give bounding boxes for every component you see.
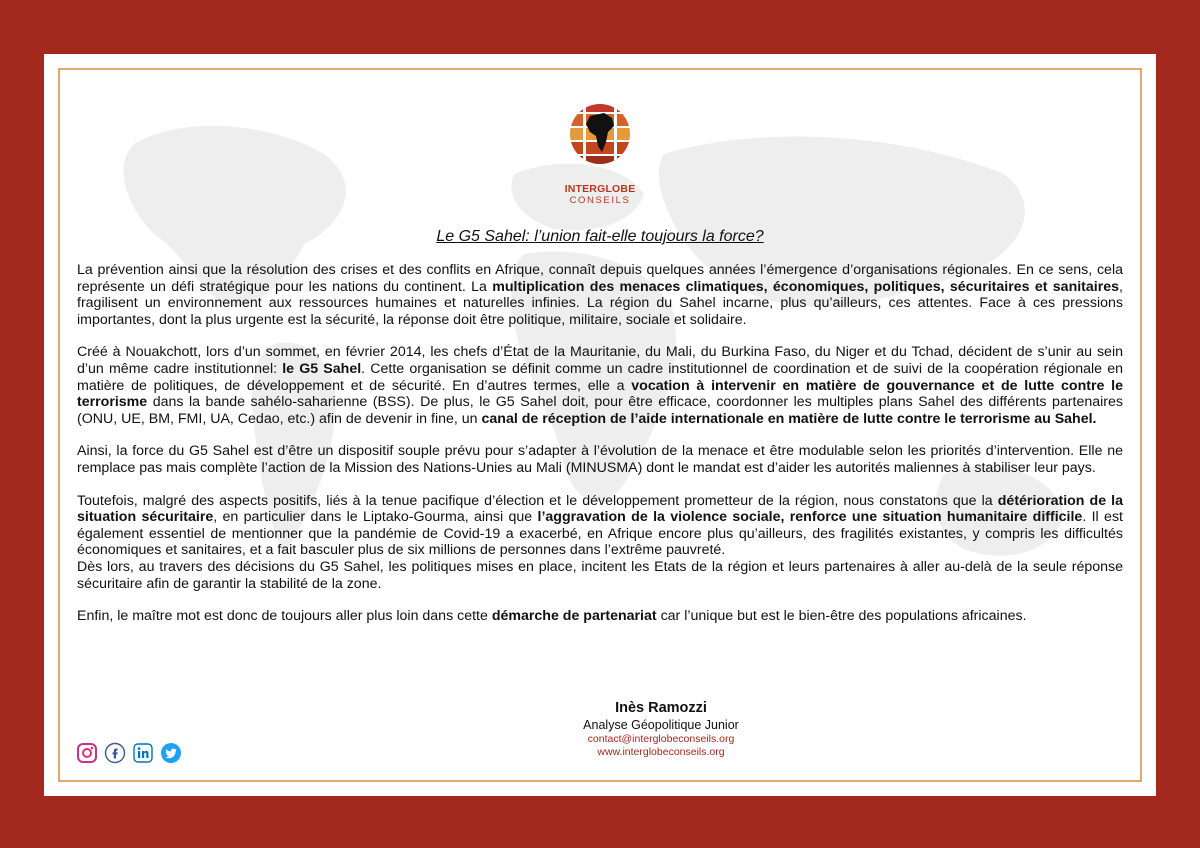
document-sheet bbox=[44, 54, 1156, 796]
facebook-icon[interactable] bbox=[104, 742, 126, 764]
twitter-icon[interactable] bbox=[160, 742, 182, 764]
logo-subtitle: CONSEILS bbox=[569, 195, 631, 206]
paragraph-5: Dès lors, au travers des décisions du G5 Sahel, les politiques mises en place, incitent les Etats de la région et leurs partenaires à aller au-delà de la seule réponse sécuritaire afin de garantir la stabilité de la zone. bbox=[77, 558, 1123, 592]
author-name: Inès Ramozzi bbox=[615, 700, 707, 716]
social-icons bbox=[76, 742, 182, 764]
signature-block bbox=[516, 699, 806, 759]
article-body bbox=[77, 262, 1123, 641]
author-role: Analyse Géopolitique Junior bbox=[583, 718, 739, 732]
globe-africa-icon bbox=[568, 94, 632, 176]
website-link[interactable]: www.interglobeconseils.org bbox=[597, 746, 725, 758]
paragraph-3: Ainsi, la force du G5 Sahel est d’être un dispositif souple prévu pour s’adapter à l’évolution de la menace et être modulable selon les priorités d’intervention. Elle ne remplace pas mais complète l’action de la Mission des Nations-Unies au Mali (MINUSMA) dont le mandat est d’aider les autorités maliennes à stabiliser leur pays. bbox=[77, 443, 1123, 476]
paragraph-4: Toutefois, malgré des aspects positifs, liés à la tenue pacifique d’élection et le développement prometteur de la région, nous constatons que la détérioration de la situation sécuritaire, en particulier dans le Liptako-Gourma, ainsi que l’aggravation de la violence sociale, renforce une situation humanitaire difficile. Il est également essentiel de mentionner que la pandémie de Covid-19 a exacerbé, en Afrique encore plus qu’ailleurs, des fragilités existantes, y compris les difficultés économiques et sanitaires, et a fait basculer plus de six millions de personnes dans l’extrême pauvreté. bbox=[77, 492, 1124, 559]
paragraph-2: Créé à Nouakchott, lors d’un sommet, en février 2014, les chefs d’État de la Mauritanie, du Mali, du Burkina Faso, du Niger et du Tchad, décident de s’unir au sein d’un même cadre institutionnel: le G5 Sahel. Cette organisation se définit comme un cadre institutionnel de coordination et de suivi de la coopération régionale en matière de politiques, de développement et de sécurité. En d’autres termes, elle a vocation à intervenir en matière de gouvernance et de lutte contre le terrorisme dans la bande sahélo-saharienne (BSS). De plus, le G5 Sahel doit, pour être efficace, coordonner les multiples plans Sahel des différents partenaires (ONU, UE, BM, FMI, UA, Cedao, etc.) afin de devenir in fine, un canal de réception de l’aide internationale en matière de lutte contre le terrorisme au Sahel. bbox=[77, 344, 1124, 427]
contact-email-link[interactable]: contact@interglobeconseils.org bbox=[587, 733, 735, 745]
paragraph-6: Enfin, le maître mot est donc de toujours aller plus loin dans cette démarche de partenariat car l’unique but est le bien-être des populations africaines. bbox=[77, 608, 1027, 625]
article-title: Le G5 Sahel: l’union fait-elle toujours la force? bbox=[436, 228, 764, 245]
linkedin-icon[interactable] bbox=[132, 742, 154, 764]
instagram-icon[interactable] bbox=[76, 742, 98, 764]
paragraph-1: La prévention ainsi que la résolution des crises et des conflits en Afrique, connaît depuis quelques années l’émergence d’organisations régionales. En ce sens, cela représente un défi stratégique pour les nations du continent. La multiplication des menaces climatiques, économiques, politiques, sécuritaires et sanitaires, fragilisent un environnement aux ressources humaines et naturelles infinies. La région du Sahel incarne, plus qu’ailleurs, ces attentes. Face à ces pressions importantes, dont la plus urgente est la sécurité, la réponse doit être politique, militaire, sociale et solidaire. bbox=[77, 262, 1123, 328]
interglobe-logo bbox=[552, 94, 648, 206]
logo-name: INTERGLOBE bbox=[564, 183, 636, 195]
